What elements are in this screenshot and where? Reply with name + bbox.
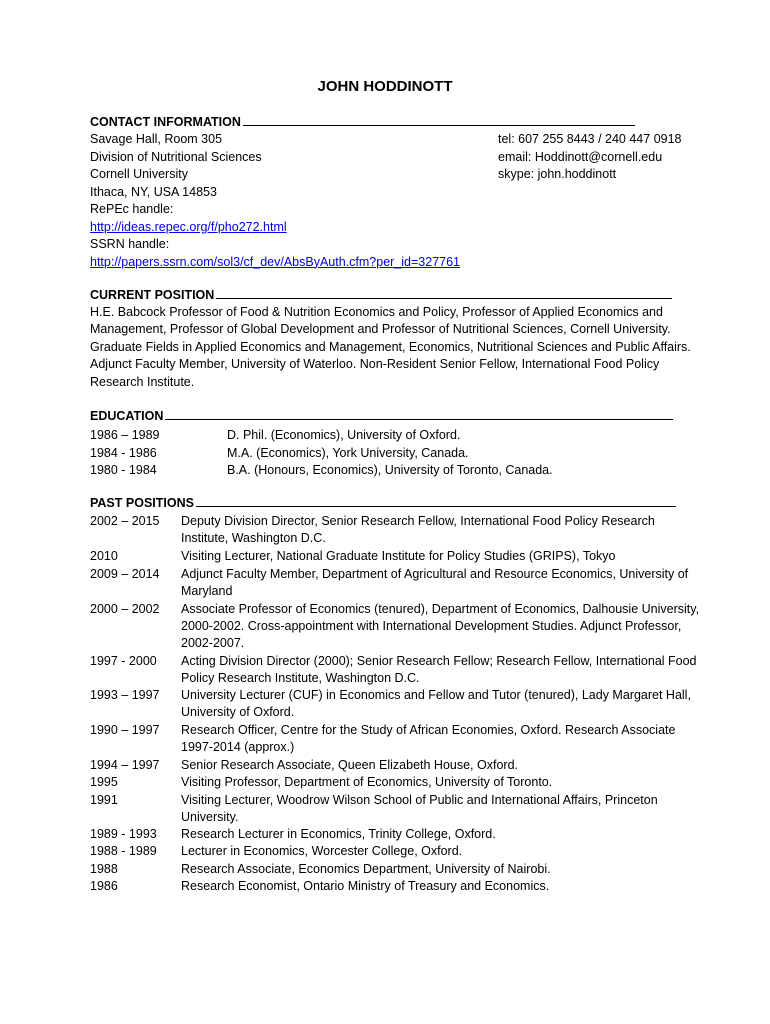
education-degree: D. Phil. (Economics), University of Oxford.	[227, 428, 461, 442]
past-positions-heading-text: PAST POSITIONS	[90, 496, 194, 510]
heading-rule	[243, 124, 635, 126]
position-years: 2010	[90, 549, 118, 563]
address-line: Division of Nutritional Sciences	[90, 149, 262, 164]
heading-rule	[216, 297, 672, 299]
position-text: Lecturer in Economics, Worcester College, Oxford.	[181, 844, 463, 858]
position-text: Research Economist, Ontario Ministry of Treasury and Economics.	[181, 879, 550, 893]
position-years: 1986	[90, 879, 118, 893]
position-text: University Lecturer (CUF) in Economics and Fellow and Tutor (tenured), Lady Margaret Hall, University of Oxford.	[181, 688, 691, 720]
education-heading-text: EDUCATION	[90, 409, 164, 423]
education-degree: B.A. (Honours, Economics), University of Toronto, Canada.	[227, 463, 553, 477]
position-years: 1988 - 1989	[90, 844, 157, 858]
repec-label: RePEc handle:	[90, 202, 174, 216]
phone-line: tel: 607 255 8443 / 240 447 0918	[498, 132, 682, 146]
position-years: 1988	[90, 861, 118, 876]
education-item	[90, 445, 710, 462]
repec-link[interactable]: http://ideas.repec.org/f/pho272.html	[90, 219, 287, 234]
position-text: Adjunct Faculty Member, Department of Agricultural and Resource Economics, University of Maryland	[181, 566, 689, 598]
heading-rule	[165, 418, 673, 420]
contact-heading-text: CONTACT INFORMATION	[90, 115, 241, 129]
address-line: Ithaca, NY, USA 14853	[90, 184, 217, 199]
address-line: Cornell University	[90, 167, 188, 181]
education-heading	[90, 409, 673, 423]
education-years: 1980 - 1984	[90, 463, 157, 477]
ssrn-link[interactable]: http://papers.ssrn.com/sol3/cf_dev/AbsByAuth.cfm?per_id=327761	[90, 254, 461, 269]
position-text: Research Officer, Centre for the Study of African Economies, Oxford. Research Associate 1997-2014 (approx.)	[181, 723, 676, 755]
cv-name: JOHN HODDINOTT	[317, 78, 453, 95]
position-years: 2002 – 2015	[90, 514, 160, 528]
position-text: Associate Professor of Economics (tenured), Department of Economics, Dalhousie University, 2000-2002. Cross-appointment with International Development Studies. Adjunct Professor, 2002-2007.	[181, 601, 700, 651]
education-item	[90, 462, 710, 479]
address-line: Savage Hall, Room 305	[90, 132, 223, 146]
ssrn-label: SSRN handle:	[90, 237, 170, 251]
education-years: 1986 – 1989	[90, 428, 160, 442]
position-years: 1994 – 1997	[90, 757, 160, 772]
current-position-heading	[90, 288, 672, 302]
position-text: Research Associate, Economics Department, University of Nairobi.	[181, 861, 551, 876]
education-degree: M.A. (Economics), York University, Canada.	[227, 445, 469, 460]
position-text: Senior Research Associate, Queen Elizabeth House, Oxford.	[181, 757, 518, 772]
position-years: 1991	[90, 792, 118, 807]
position-years: 1993 – 1997	[90, 688, 160, 702]
position-years: 1997 - 2000	[90, 653, 157, 668]
education-years: 1984 - 1986	[90, 445, 157, 460]
position-text: Acting Division Director (2000); Senior Research Fellow; Research Fellow, International Food Policy Research Institute, Washington D.C.	[181, 653, 697, 685]
contact-heading	[90, 115, 635, 129]
past-positions-heading	[90, 496, 676, 510]
email-line: email: Hoddinott@cornell.edu	[498, 149, 663, 164]
position-years: 2000 – 2002	[90, 601, 160, 616]
current-position-text: H.E. Babcock Professor of Food & Nutrition Economics and Policy, Professor of Applied Economics and Management, Professor of Global Development and Professor of Nutritional Sciences, Cornell University. Graduate Fields in Applied Economics and Management, Economics, Nutritional Sciences and Public Affairs. Adjunct Faculty Member, University of Waterloo. Non-Resident Senior Fellow, International Food Policy Research Institute.	[90, 305, 691, 389]
position-text: Visiting Lecturer, National Graduate Institute for Policy Studies (GRIPS), Tokyo	[181, 549, 616, 563]
heading-rule	[196, 505, 676, 507]
skype-line: skype: john.hoddinott	[498, 167, 617, 181]
current-position-heading-text: CURRENT POSITION	[90, 288, 215, 302]
position-years: 1989 - 1993	[90, 826, 157, 841]
position-years: 1995	[90, 775, 118, 789]
position-text: Research Lecturer in Economics, Trinity College, Oxford.	[181, 826, 496, 841]
position-text: Visiting Lecturer, Woodrow Wilson School of Public and International Affairs, Princeton University.	[181, 792, 658, 824]
position-years: 1990 – 1997	[90, 723, 160, 737]
position-text: Deputy Division Director, Senior Research Fellow, International Food Policy Research Institute, Washington D.C.	[181, 514, 655, 546]
education-item	[90, 427, 710, 444]
position-years: 2009 – 2014	[90, 566, 160, 581]
position-text: Visiting Professor, Department of Economics, University of Toronto.	[181, 775, 553, 789]
